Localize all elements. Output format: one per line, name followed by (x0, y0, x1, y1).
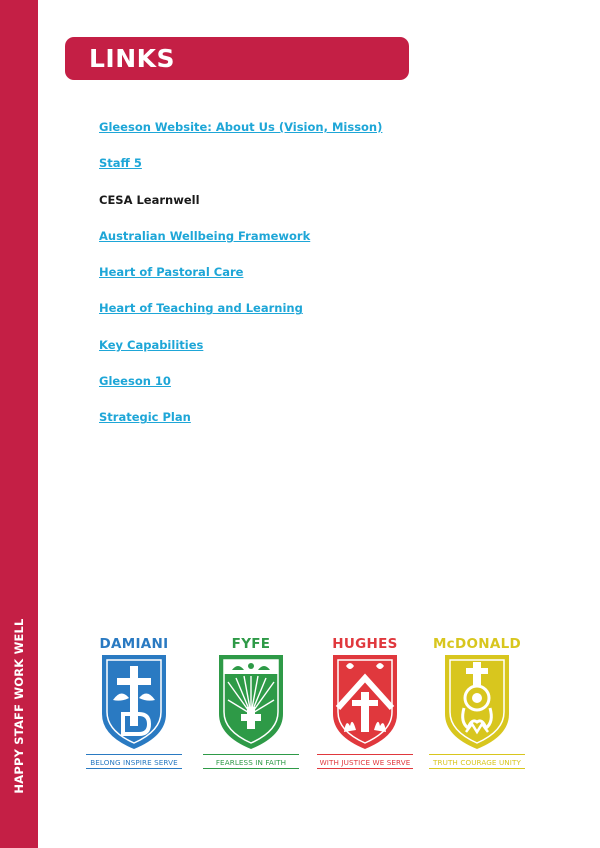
house-motto: WITH JUSTICE WE SERVE (317, 754, 413, 769)
link-heart-of-teaching-and-learning[interactable]: Heart of Teaching and Learning (99, 301, 303, 316)
list-item (99, 152, 382, 188)
house-name: HUGHES (332, 636, 398, 652)
list-item (99, 334, 382, 370)
list-item (99, 370, 382, 406)
link-gleeson-website[interactable]: Gleeson Website: About Us (Vision, Misson) (99, 120, 383, 134)
house-name: FYFE (231, 636, 271, 652)
list-item (99, 116, 382, 152)
shield-sunburst-icon (216, 652, 286, 752)
links-list (99, 116, 382, 443)
side-bar-label: HAPPY STAFF WORK WELL (12, 618, 26, 794)
list-item (99, 406, 382, 442)
list-item (99, 261, 382, 297)
link-australian-wellbeing-framework[interactable]: Australian Wellbeing Framework (99, 228, 311, 243)
title-banner (65, 37, 409, 80)
side-bar (0, 0, 38, 848)
house-name: DAMIANI (99, 636, 169, 652)
house-crest-mcdonald (427, 636, 527, 769)
house-name: McDONALD (432, 636, 522, 652)
list-item (99, 189, 382, 225)
house-crest-fyfe (201, 636, 301, 769)
shield-lion-icon (442, 652, 512, 752)
house-crest-damiani (84, 636, 184, 769)
link-key-capabilities[interactable]: Key Capabilities (99, 337, 204, 352)
text-cesa-learnwell: CESA Learnwell (99, 192, 200, 207)
house-motto: BELONG INSPIRE SERVE (86, 754, 182, 769)
shield-cross-flames-icon (330, 652, 400, 752)
house-crest-hughes (315, 636, 415, 769)
link-strategic-plan[interactable]: Strategic Plan (99, 410, 191, 425)
link-staff-5[interactable]: Staff 5 (99, 156, 142, 171)
link-heart-of-pastoral-care[interactable]: Heart of Pastoral Care (99, 265, 244, 280)
list-item (99, 297, 382, 333)
link-gleeson-10[interactable]: Gleeson 10 (99, 374, 171, 389)
shield-cross-dove-icon (99, 652, 169, 752)
house-motto: TRUTH COURAGE UNITY (429, 754, 525, 769)
page-title: LINKS (89, 44, 176, 73)
house-motto: FEARLESS IN FAITH (203, 754, 299, 769)
list-item (99, 225, 382, 261)
